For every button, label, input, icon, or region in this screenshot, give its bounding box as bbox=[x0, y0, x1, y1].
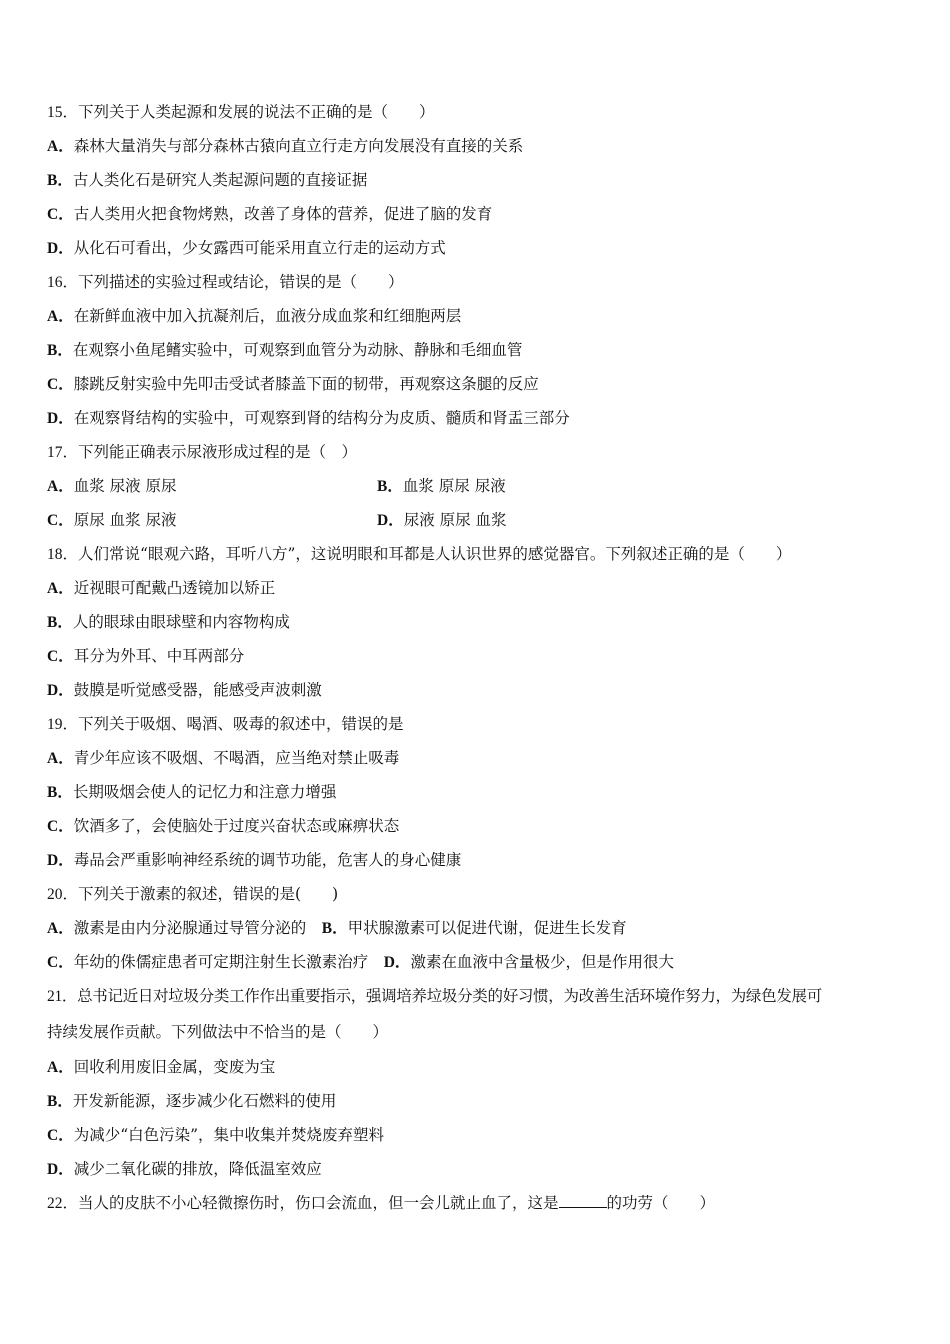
question-16-option-c: C．膝跳反射实验中先叩击受试者膝盖下面的韧带，再观察这条腿的反应 bbox=[47, 375, 539, 393]
question-15-stem: 15．下列关于人类起源和发展的说法不正确的是（ ） bbox=[47, 103, 435, 121]
question-20-option-c: C．年幼的侏儒症患者可定期注射生长激素治疗 bbox=[47, 953, 369, 971]
question-17-option-d: D．尿液 原尿 血浆 bbox=[377, 511, 507, 529]
question-22-stem: 22．当人的皮肤不小心轻微擦伤时，伤口会流血，但一会儿就止血了，这是 的功劳（ ） bbox=[47, 1194, 716, 1212]
question-21-option-b: B．开发新能源，逐步减少化石燃料的使用 bbox=[47, 1092, 337, 1110]
question-21-stem: 21．总书记近日对垃圾分类工作作出重要指示，强调培养垃圾分类的好习惯，为改善生活环境作努力，为绿色发展可 bbox=[47, 987, 822, 1005]
question-16-stem: 16．下列描述的实验过程或结论，错误的是（ ） bbox=[47, 273, 404, 291]
question-21-option-d: D．减少二氧化碳的排放，降低温室效应 bbox=[47, 1160, 322, 1178]
question-17-options-row-1 bbox=[47, 476, 907, 497]
question-19-option-c: C．饮酒多了，会使脑处于过度兴奋状态或麻痹状态 bbox=[47, 817, 400, 835]
question-17-option-b: B．血浆 原尿 尿液 bbox=[377, 477, 506, 495]
question-15-option-d: D．从化石可看出，少女露西可能采用直立行走的运动方式 bbox=[47, 239, 446, 257]
question-18-option-a: A．近视眼可配戴凸透镜加以矫正 bbox=[47, 579, 276, 597]
question-15-option-b: B．古人类化石是研究人类起源问题的直接证据 bbox=[47, 171, 368, 189]
question-16-option-d: D．在观察肾结构的实验中，可观察到肾的结构分为皮质、髓质和肾盂三部分 bbox=[47, 409, 570, 427]
question-17-option-a: A．血浆 尿液 原尿 bbox=[47, 477, 177, 495]
question-19-option-b: B．长期吸烟会使人的记忆力和注意力增强 bbox=[47, 783, 337, 801]
answer-blank bbox=[559, 1193, 607, 1208]
question-17-stem: 17．下列能正确表示尿液形成过程的是（ ） bbox=[47, 443, 358, 461]
question-15-option-c: C．古人类用火把食物烤熟，改善了身体的营养，促进了脑的发育 bbox=[47, 205, 493, 223]
question-19-option-a: A．青少年应该不吸烟、不喝酒，应当绝对禁止吸毒 bbox=[47, 749, 400, 767]
question-20-option-b: B．甲状腺激素可以促进代谢，促进生长发育 bbox=[321, 919, 627, 937]
question-21-option-a: A．回收利用废旧金属，变废为宝 bbox=[47, 1058, 276, 1076]
question-17-option-c: C．原尿 血浆 尿液 bbox=[47, 511, 177, 529]
question-18-stem: 18．人们常说“眼观六路，耳听八方”，这说明眼和耳都是人认识世界的感觉器官。下列叙述正确的是（ ） bbox=[47, 545, 792, 563]
question-20-option-a: A．激素是由内分泌腺通过导管分泌的 bbox=[47, 919, 307, 937]
question-15-option-a: A．森林大量消失与部分森林古猿向直立行走方向发展没有直接的关系 bbox=[47, 137, 524, 155]
question-20-options-row-2 bbox=[47, 952, 674, 973]
question-20-option-d: D．激素在血液中含量极少，但是作用很大 bbox=[383, 953, 674, 971]
question-19-stem: 19．下列关于吸烟、喝酒、吸毒的叙述中，错误的是 bbox=[47, 715, 404, 733]
question-18-option-d: D．鼓膜是听觉感受器，能感受声波刺激 bbox=[47, 681, 322, 699]
question-20-options-row-1 bbox=[47, 918, 627, 939]
question-21-stem-continued: 持续发展作贡献。下列做法中不恰当的是（ ） bbox=[47, 1023, 389, 1041]
question-18-option-b: B．人的眼球由眼球壁和内容物构成 bbox=[47, 613, 290, 631]
question-21-option-c: C．为减少“白色污染”，集中收集并焚烧废弃塑料 bbox=[47, 1126, 385, 1144]
question-19-option-d: D．毒品会严重影响神经系统的调节功能，危害人的身心健康 bbox=[47, 851, 462, 869]
question-18-option-c: C．耳分为外耳、中耳两部分 bbox=[47, 647, 245, 665]
question-17-options-row-2 bbox=[47, 510, 907, 531]
question-20-stem: 20．下列关于激素的叙述，错误的是( ) bbox=[47, 885, 339, 903]
question-16-option-a: A．在新鲜血液中加入抗凝剂后，血液分成血浆和红细胞两层 bbox=[47, 307, 462, 325]
question-16-option-b: B．在观察小鱼尾鳍实验中，可观察到血管分为动脉、静脉和毛细血管 bbox=[47, 341, 523, 359]
